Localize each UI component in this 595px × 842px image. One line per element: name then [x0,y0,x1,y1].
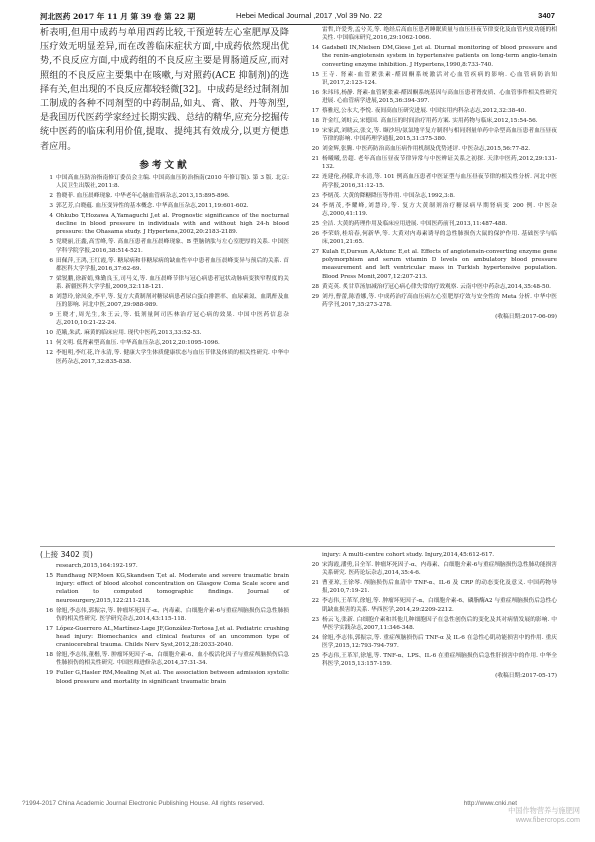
reference-item [306,652,557,668]
reference-text: 连建伦,孙朦,许永清,等. 101 例高血压患者中医证型与血压昼夜节律的相关性分析. 河北中医药学报,2016,31:12-15. [322,174,557,189]
continued-left-column [40,562,289,688]
running-header [40,8,555,25]
reference-number: 9 [49,312,53,319]
reference-text: 王寺. 肾素-血管紧张素-醛固酮系统激活对心血管疾病的影响. 心血管病防治知识,2017,2:123-124. [322,71,557,86]
reference-text: Fuller G,Hasler RM,Mealing N,et al. The association between admission systolic blood pressure and mortality in significant traumatic brain [56,670,289,685]
reference-text: Gadsbøll IN,Nielsen DM,Giese J,et al. Diurnal monitoring of blood pressure and the renin-angiotensin system in hypertensive patients on long-term angio-tensin converting enzyme inhibition. J Hypertens,1990,8:733-740. [322,45,557,68]
reference-number: 2 [49,193,53,200]
right-column [306,26,557,320]
reference-text: 许金红,刘蛀云,宋德国. 高血压的时间治疗用药方案. 实用药物与临床,2012,15:54-56. [322,118,538,125]
reference-text: 杨曦曦,岳超. 老年高血压昼夜节律异常与中医辨证关系之初探. 天津中医药,2012,29:131-132. [322,156,557,171]
reference-text: 党晓丽,汪鑫,高雪峰,等. 高血压患者血压晨峰现象、B 型脑钠肽与左心室肥厚的关系. 中国医学科学院学报,2016,38:514-521. [56,239,289,254]
reference-text: Ohkubo T,Hozawa A,Yamaguchi J,et al. Prognostic significance of the nocturnal decline in blood pressure in individuals with and without high 24-h blood pressure: the Ohasama study. J Hypertens,2002,20:2183-2189. [56,213,289,236]
reference-item [40,669,289,685]
reference-text: 李炳茂,李耀峰,刘慧玲,等. 复方大黄制剂治疗糖尿病早期肾病变 200 例. 中医杂志,2000,41:119. [322,202,557,217]
received-date: (收稿日期:2017-06-09) [495,314,557,321]
reference-item [306,202,557,218]
reference-text: 刘金辉,张腾. 中医药防治高血压病作用机制及优势述评. 中医杂志,2015,56:77-82. [322,146,531,153]
reference-text: research,2015,164:192-197. [56,563,138,569]
reference-item [306,117,557,125]
reference-number: 18 [45,652,53,659]
reference-item [40,238,289,254]
reference-number [40,562,56,570]
reference-number: 21 [311,156,319,163]
reference-text: 李炳茂. 大黄的降糖降压等作用. 中国杂志,1992,3:8. [322,192,455,199]
reference-item [40,329,289,337]
reference-item [40,349,289,365]
reference-item [306,220,557,228]
reference-item [40,562,289,570]
reference-text: 何文明. 低肾素型高血压. 中华高血压杂志,2012,20:1095-1096. [56,340,220,347]
reference-number: 16 [45,607,53,614]
reference-text: 郭艺芳,白晓蕴. 血压变异性的基本概念. 中华高血压杂志,2011,19:601-602. [56,203,249,210]
reference-item [40,192,289,200]
reference-item [306,597,557,613]
reference-text: 鲁晓菲. 血压晨峰现象. 中华老年心脑血管病杂志,2013,15:895-896. [56,193,230,200]
reference-number: 17 [45,625,53,632]
page-number: 3407 [538,11,555,20]
reference-number [306,551,322,559]
reference-text: 李志伟,王革军,徐旭,等. 肿瘤坏死因子-α、白细胞介素-6、磷脂酶A2 与重症颅脑损伤后急性心肌缺血损害的关系. 华西医学,2014,29:2209-2212. [322,598,557,613]
reference-item [40,311,289,327]
reference-text: 蔡雅迟,公永大,李悦. 夜间高血压研究进展. 中国实用内科杂志志,2012,32:38-40. [322,108,527,115]
reference-text: 宋海霞,潘勇,吕全军. 肿瘤坏死因子-α、内毒素、白细胞介素-6与重症颅脑损伤急性肺功能损害关系研究. 医药论坛杂志,2014,35:4-6. [322,562,557,577]
reference-text: 朱玮玮,杨静. 肾素-血管紧张素-醛固酮系统基因与高血压患者肾皮质、心血管事件相关性研究进展. 心血管病学进展,2015,36:394-397. [322,89,557,105]
journal-title-cn: 河北医药 2017 年 11 月 第 39 卷 第 22 期 [40,12,196,21]
reference-item [40,572,289,605]
reference-number: 29 [311,293,319,300]
reference-item [40,275,289,291]
reference-text: 李荣娇,桂培春,何新华,等. 大黄对内毒素诱导的急性肺损伤大鼠的保护作用. 基础医学与临床,2001,21:65. [322,230,557,246]
reference-item [306,579,557,595]
reference-number: 6 [49,257,53,264]
reference-number: 5 [49,239,53,246]
reference-item [40,339,289,347]
reference-item [306,155,557,171]
reference-text: 李志伟,王革军,徐旭,等. TNF-α、LPS、IL-6 在重症颅脑损伤后急性肝损害中的作用. 中华全科医学,2015,13:157-159. [322,653,557,668]
reference-text: López-Guerrero AL,Martínez-Lage JF,González-Tortosa J,et al. Pediatric crushing head injury: Biomechanics and clinical features of an uncommon type of craniocerebral trauma. Childs Nerv Syst,2012,28:2033-2040. [56,625,289,649]
reference-text: 杨云飞,张新. 白细胞介素和其他几种细胞因子在急性创伤后的变化及其对病情发展的影响. 中华医学实践杂志,2007,11:346-348. [322,616,557,631]
reference-item [306,44,557,69]
reference-number: 19 [311,128,319,135]
reference-item [306,71,557,87]
reference-number: 25 [311,653,319,660]
left-column [40,26,289,368]
reference-number: 15 [45,573,53,579]
reference-text: 曹亚琼,王徐琴. 颅脑损伤后血清中 TNF-α、IL-6 及 CRP 的动态变化及意义. 中国药物导报,2010,7:19-21. [322,580,557,595]
references-heading: 参考文献 [139,159,190,171]
journal-title-en: Hebei Medical Journal ,2017 ,Vol 39 No. 22 [236,11,383,20]
reference-text: Kulah E,Dursun A,Aktunc E,et al. Effects of angiotensin-converting enzyme gene polymorphism and serum vitamin D levels on ambulatory blood pressure measurement and left ventricular mass in Turkish hypertensive population. Blood Press Monit,2007,12:207-213. [322,249,557,280]
reference-text: 中国高血压防治指南修订委员会主编. 中国高血压防治指南(2010 年修订版). 第 3 版. 北京:人民卫生出版社,2011:8. [56,174,289,190]
reference-number: 18 [311,118,319,125]
reference-number: 23 [311,616,319,623]
reference-number: 12 [45,350,53,357]
reference-number: 28 [311,283,319,290]
reference-number: 16 [311,89,319,96]
reference-text: 范娥,朱武. 麻黄的临床应用. 现代中医药,2013,33:52-53. [56,330,202,337]
reference-item [40,174,289,190]
reference-number: 26 [311,230,319,237]
reference-item [306,634,557,650]
section-divider [40,546,555,547]
reference-text: 宋家武,刘晓云,张文,等. 缬沙坦/氨氯地平复方制剂与相同剂量单药中杂型高血压患者血压昼夜节律的影响. 中国药理学通报,2015,31:375-380. [322,128,557,143]
reference-text: 全洁. 大黄的药理作用及临床应用进展. 中国医药前刊,2013,11:487-488. [322,220,508,227]
reference-item [306,551,557,559]
reference-item [306,230,557,246]
reference-text: 雷哲,许爱秀,孟兮芙,等. 绝经后高血压患者睡眠质量与血压昼夜节律变化及血管内皮功能的相关性. 中国临床研究,2016,29:1062-1066. [322,27,557,42]
reference-list-left [40,174,289,366]
watermark-en: www.fibercrops.com [515,815,580,824]
watermark-cn: 中国作物营养与施肥网 [508,806,580,815]
reference-number: 7 [49,275,53,282]
reference-text: 刘慧玲,徐凤金,李平,等. 复方大黄制剂对糖尿病患者尿白蛋白排泄率、血尿素氮、血肌酐及血压的影响. 河北中医,2007,29:988-989. [56,294,289,309]
reference-text: 王晓才,周光生,朱王云,等. 低剂量阿司匹林治疗冠心病的效果. 中国中医药信息杂志,2010,10:21-22-24. [56,312,289,327]
reference-text: 徐旭,李志伟,董楷,等. 肿瘤坏死因子-α、白细胞介素-6、血小板活化因子与重症颅脑损伤后急性肺损伤的相关性研究. 中国医师进修杂志,2014,37:31-34. [56,652,289,667]
reference-number: 10 [45,330,53,337]
reference-text: 黄克英. 炙甘草汤加减治疗冠心病心律失常的疗效观察. 云南中医中药杂志,2014,35:48-50. [322,283,551,290]
reference-item [306,145,557,153]
reference-number: 15 [311,71,319,78]
reference-item [40,202,289,210]
reference-number: 27 [311,249,319,256]
continued-from-label: (上接 3402 页) [40,550,93,559]
reference-number [306,26,322,42]
reference-item [40,293,289,309]
reference-item [306,173,557,189]
reference-number: 25 [311,220,319,227]
reference-number: 22 [311,598,319,605]
reference-number: 24 [311,202,319,209]
continued-reference-list-left [40,562,289,686]
reference-list-right [306,26,557,309]
reference-number: 17 [311,108,319,115]
reference-number: 8 [49,294,53,301]
reference-number: 23 [311,192,319,199]
reference-text: 田佩萍,王鸿,王红霞,等. 糖尿病和非糖尿病的缺血性卒中患者血压晨峰变异与预后的关系. 首都医科大学学报,2016,37:62-69. [56,257,289,272]
continued-reference-list-right [306,551,557,668]
reference-text: Rundhaug NP,Moen KG,Skandsen T,et al. Moderate and severe traumatic brain injury: effect of blood alcohol concentration on Glasgow Coma Scale score and relation to computed tomographic findings. Journal of neurosurgery,2015,122:211-218. [56,573,289,604]
reference-number: 14 [311,45,319,52]
reference-item [40,212,289,237]
watermark [480,806,580,824]
source-url[interactable]: http://www.cnki.net [463,800,517,807]
reference-item [306,89,557,105]
reference-number: 3 [49,203,53,210]
reference-text: injury: A multi-centre cohort study. Injury,2014,45:612-617. [322,552,495,558]
reference-text: 梁锐鹏,徐新娟,殊勤良玉,司马义,等. 血压晨峰节律与冠心病患者冠状动脉病变狭窄程度的关系. 新疆医科大学学报,2009,32:118-121. [56,275,289,291]
reference-item [40,625,289,650]
reference-item [40,257,289,273]
reference-item [40,651,289,667]
reference-number: 4 [49,213,53,220]
continued-right-column [306,551,557,679]
reference-number: 20 [311,562,319,568]
reference-number: 19 [45,670,53,677]
reference-text: 李旭明,李红花,许永清,等. 健康大学生体质健康状态与血压节律及体质的相关性研究. 中华中医药杂志,2017,32:835-838. [56,350,289,365]
reference-text: 徐旭,李志伟,郭振宗,等. 重症颅脑损伤后 TNF-α 及 IL-6 在急性心肌功能损害中的作用. 重庆医学,2015,12:793-794-797. [322,634,557,650]
reference-item [306,293,557,309]
reference-item [306,561,557,577]
body-paragraph: 析表明,但用中成药与单用西药比较,干预逆转左心室肥厚及降压疗效无明显差异,而在改善临床症状方面,中成药依然现出优势,不良反应方面,中成药组的不良反应主要是胃肠道反应,而对照组的不良反应主要集中在咳嗽,与对照药(ACE 抑制剂)的选择有关,但出现的不良反应都较轻微[32]。中成药是经过制剂加工制成的各种不同剂型的中药制品,如丸、膏、散、丹等剂型,是我国历代医药学家经过长期实践、总结的精华,应充分挖掘传统中医药的临床利用价值,提取、提纯其有效成分,以更方便患者应用。 [40,28,289,152]
reference-number: 11 [45,340,53,347]
reference-number: 20 [311,146,319,153]
reference-item [40,607,289,623]
reference-number: 21 [311,580,319,587]
copyright-notice: ?1994-2017 China Academic Journal Electronic Publishing House. All rights reserved. [22,800,265,807]
reference-item [306,248,557,281]
reference-number: 1 [49,174,53,181]
reference-number: 22 [311,174,319,181]
reference-item [306,283,557,291]
reference-item [306,127,557,143]
reference-text: 徐旭,李志伟,郭振宗,等. 肿瘤坏死因子-α、内毒素、白细胞介素-6与重症颅脑损伤后急性肺损伤的相关性研究. 医学研究杂志,2014,43:115-118. [56,607,289,622]
received-date-2: (收稿日期:2017-05-17) [495,673,557,680]
reference-text: 刘丹,曹蕾,陈香娜,等. 中成药治疗高血压病左心室肥厚疗效与安全性的 Meta 分析. 中华中医药学刊,2017,35:273-278. [322,293,557,308]
reference-item [306,192,557,200]
reference-item [306,107,557,115]
reference-item [306,26,557,42]
reference-item [306,616,557,632]
reference-number: 24 [311,634,319,641]
